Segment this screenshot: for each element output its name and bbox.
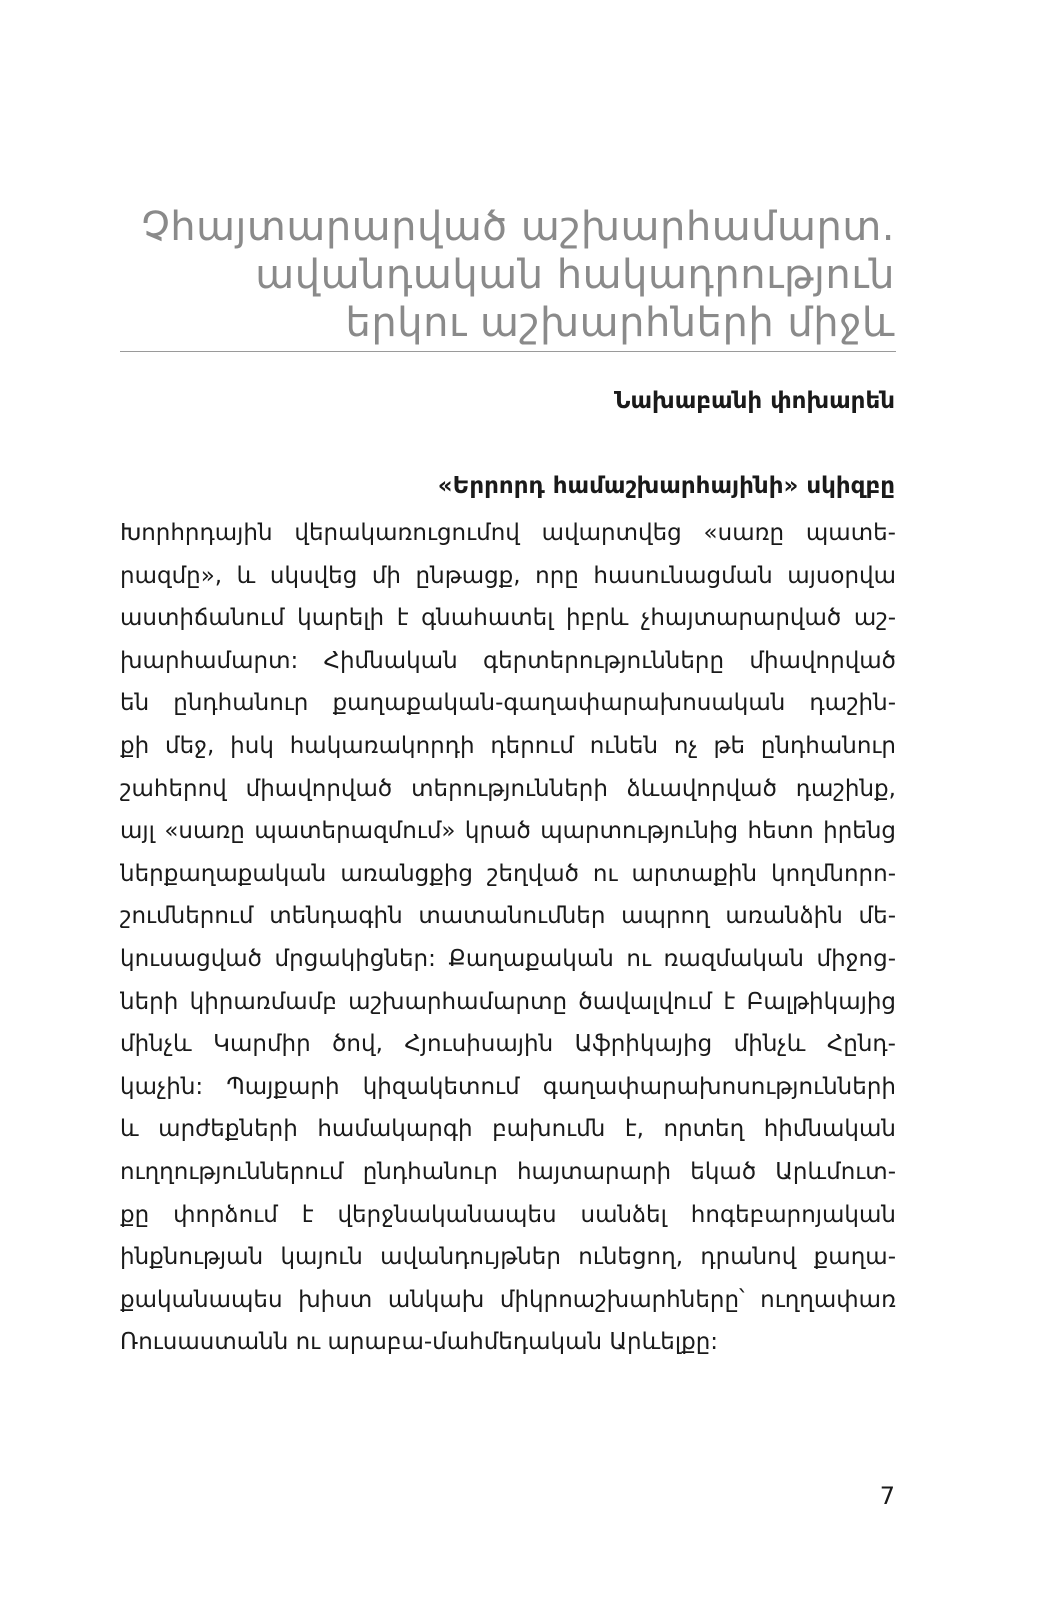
preface-title: Նախաբանի փոխարեն	[614, 388, 895, 414]
body-line: խարհամարտ: Հիմնական գերտերությունները միավորված	[120, 647, 896, 674]
body-line: րազմը», և սկսվեց մի ընթացք, որը հասունացման այսօրվա	[120, 562, 896, 589]
body-line: շումներում տենդագին տատանումներ ապրող առանձին մե-	[120, 903, 896, 930]
body-line: ուղղություններում ընդհանուր հայտարարի եկած Արևմուտ-	[120, 1158, 896, 1185]
body-line: ների կիրառմամբ աշխարհամարտը ծավալվում է Բալթիկայից	[120, 988, 896, 1015]
body-line: Խորհրդային վերակառուցումով ավարտվեց «սառը պատե-	[120, 520, 896, 546]
chapter-title-line: երկու աշխարհների միջև	[345, 300, 895, 346]
chapter-title-line: ավանդական հակադրություն	[255, 252, 895, 298]
body-text	[120, 512, 896, 1364]
body-line: են ընդհանուր քաղաքական-գաղափարախոսական դաշին-	[120, 690, 896, 717]
body-line: և արժեքների համակարգի բախումն է, որտեղ հիմնական	[120, 1116, 896, 1143]
body-line: մինչև Կարմիր ծով, Հյուսիսային Աֆրիկայից մինչև Հընդ-	[120, 1031, 896, 1058]
body-line: ինքնության կայուն ավանդույթներ ունեցող, դրանով քաղա-	[120, 1244, 896, 1271]
body-line: քի մեջ, իսկ հակառակորդի դերում ունեն ոչ թե ընդհանուր	[120, 732, 896, 759]
body-line: այլ «սառը պատերազմում» կրած պարտությունից հետո իրենց	[120, 818, 896, 845]
page-number: 7	[879, 1482, 895, 1510]
chapter-title	[135, 203, 895, 347]
body-line: կուսացված մրցակիցներ: Քաղաքական ու ռազմական միջոց-	[120, 945, 896, 972]
body-line: քականապես խիստ անկախ միկրոաշխարհները՝ ուղղափառ	[120, 1286, 896, 1313]
title-divider	[120, 351, 896, 352]
body-line: աստիճանում կարելի է գնահատել իբրև չհայտարարված աշ-	[120, 605, 896, 632]
body-line: քը փորձում է վերջնականապես սանձել հոգեբարոյական	[120, 1201, 896, 1228]
body-line: ներքաղաքական առանցքից շեղված ու արտաքին կողմնորո-	[120, 860, 896, 887]
body-line: կաչին: Պայքարի կիզակետում գաղափարախոսությունների	[120, 1073, 896, 1100]
body-line: Ռուսաստանն ու արաբա-մահմեդական Արևելքը:	[120, 1329, 719, 1356]
section-title: «Երրորդ համաշխարհայինի» սկիզբը	[437, 473, 895, 499]
chapter-title-line: Չհայտարարված աշխարհամարտ.	[141, 204, 895, 250]
body-line: շահերով միավորված տերությունների ձևավորված դաշինք,	[120, 775, 896, 802]
